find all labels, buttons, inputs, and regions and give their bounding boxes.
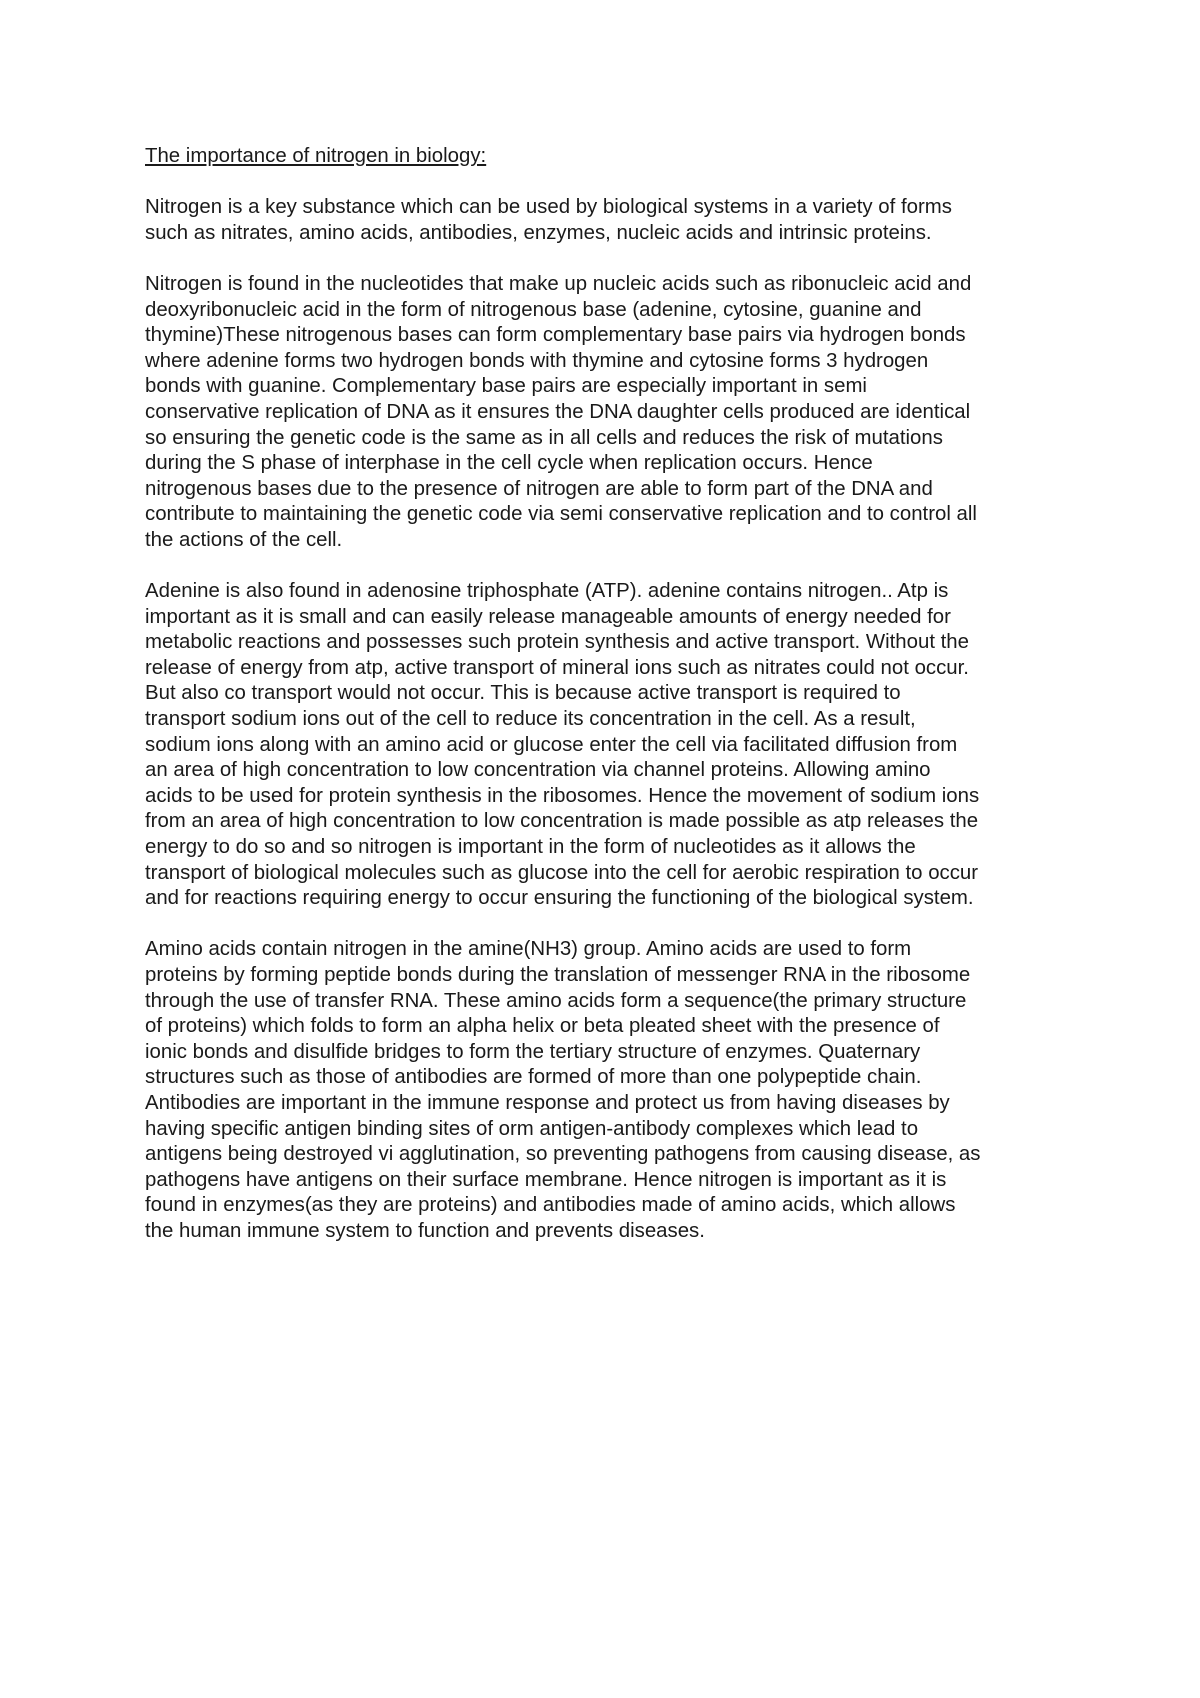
paragraph-line: Nitrogen is a key substance which can be used by biological systems in a variety of forms: [145, 196, 952, 219]
paragraph-line: of proteins) which folds to form an alpha helix or beta pleated sheet with the presence of: [145, 1015, 940, 1038]
paragraph-line: antigens being destroyed vi agglutination, so preventing pathogens from causing disease, as: [145, 1143, 981, 1166]
paragraph-line: Adenine is also found in adenosine triphosphate (ATP). adenine contains nitrogen.. Atp is: [145, 580, 949, 603]
paragraph-line: such as nitrates, amino acids, antibodies, enzymes, nucleic acids and intrinsic proteins.: [145, 221, 932, 244]
paragraph-line: having specific antigen binding sites of orm antigen-antibody complexes which lead to: [145, 1117, 919, 1140]
paragraph-line: the human immune system to function and prevents diseases.: [145, 1219, 705, 1242]
paragraph-line: But also co transport would not occur. This is because active transport is required to: [145, 682, 901, 705]
paragraph: [145, 937, 1070, 1244]
paragraph-line: nitrogenous bases due to the presence of nitrogen are able to form part of the DNA and: [145, 477, 933, 500]
paragraph-line: metabolic reactions and possesses such protein synthesis and active transport. Without the: [145, 631, 969, 654]
paragraph-line: and for reactions requiring energy to occur ensuring the functioning of the biological system.: [145, 887, 974, 910]
paragraph-line: contribute to maintaining the genetic code via semi conservative replication and to control all: [145, 503, 977, 526]
paragraph-line: bonds with guanine. Complementary base pairs are especially important in semi: [145, 375, 867, 398]
paragraph-line: thymine)These nitrogenous bases can form complementary base pairs via hydrogen bonds: [145, 324, 966, 347]
paragraph-list: [145, 195, 1070, 1244]
document-body: [145, 144, 1070, 1270]
paragraph-line: pathogens have antigens on their surface membrane. Hence nitrogen is important as it is: [145, 1168, 947, 1191]
paragraph-line: important as it is small and can easily release manageable amounts of energy needed for: [145, 605, 951, 628]
paragraph-line: ionic bonds and disulfide bridges to form the tertiary structure of enzymes. Quaternary: [145, 1040, 921, 1063]
paragraph-line: sodium ions along with an amino acid or glucose enter the cell via facilitated diffusion from: [145, 733, 958, 756]
paragraph-line: through the use of transfer RNA. These amino acids form a sequence(the primary structure: [145, 989, 967, 1012]
paragraph-line: energy to do so and so nitrogen is important in the form of nucleotides as it allows the: [145, 836, 916, 859]
document-title: The importance of nitrogen in biology:: [145, 145, 487, 167]
paragraph-line: structures such as those of antibodies are formed of more than one polypeptide chain.: [145, 1066, 922, 1089]
paragraph-line: Antibodies are important in the immune response and protect us from having diseases by: [145, 1091, 950, 1114]
paragraph-line: proteins by forming peptide bonds during the translation of messenger RNA in the ribosome: [145, 964, 971, 986]
paragraph-line: so ensuring the genetic code is the same as in all cells and reduces the risk of mutations: [145, 426, 943, 449]
paragraph-line: during the S phase of interphase in the cell cycle when replication occurs. Hence: [145, 452, 873, 475]
paragraph-line: Amino acids contain nitrogen in the amine(NH3) group. Amino acids are used to form: [145, 938, 912, 961]
paragraph-line: acids to be used for protein synthesis in the ribosomes. Hence the movement of sodium ions: [145, 784, 980, 807]
paragraph-line: from an area of high concentration to low concentration is made possible as atp releases the: [145, 810, 979, 833]
paragraph: [145, 579, 1070, 912]
paragraph-line: transport of biological molecules such as glucose into the cell for aerobic respiration to occur: [145, 861, 979, 884]
paragraph-line: found in enzymes(as they are proteins) and antibodies made of amino acids, which allows: [145, 1194, 956, 1217]
paragraph-line: the actions of the cell.: [145, 528, 343, 551]
paragraph-line: release of energy from atp, active transport of mineral ions such as nitrates could not occur.: [145, 656, 969, 679]
paragraph-line: transport sodium ions out of the cell to reduce its concentration in the cell. As a result,: [145, 708, 916, 731]
paragraph-line: where adenine forms two hydrogen bonds with thymine and cytosine forms 3 hydrogen: [145, 349, 929, 372]
paragraph-line: deoxyribonucleic acid in the form of nitrogenous base (adenine, cytosine, guanine and: [145, 298, 922, 321]
paragraph-line: conservative replication of DNA as it ensures the DNA daughter cells produced are identical: [145, 400, 971, 423]
paragraph-line: Nitrogen is found in the nucleotides that make up nucleic acids such as ribonucleic acid and: [145, 272, 972, 295]
paragraph: [145, 195, 1070, 246]
paragraph: [145, 272, 1070, 554]
paragraph-line: an area of high concentration to low concentration via channel proteins. Allowing amino: [145, 759, 931, 782]
